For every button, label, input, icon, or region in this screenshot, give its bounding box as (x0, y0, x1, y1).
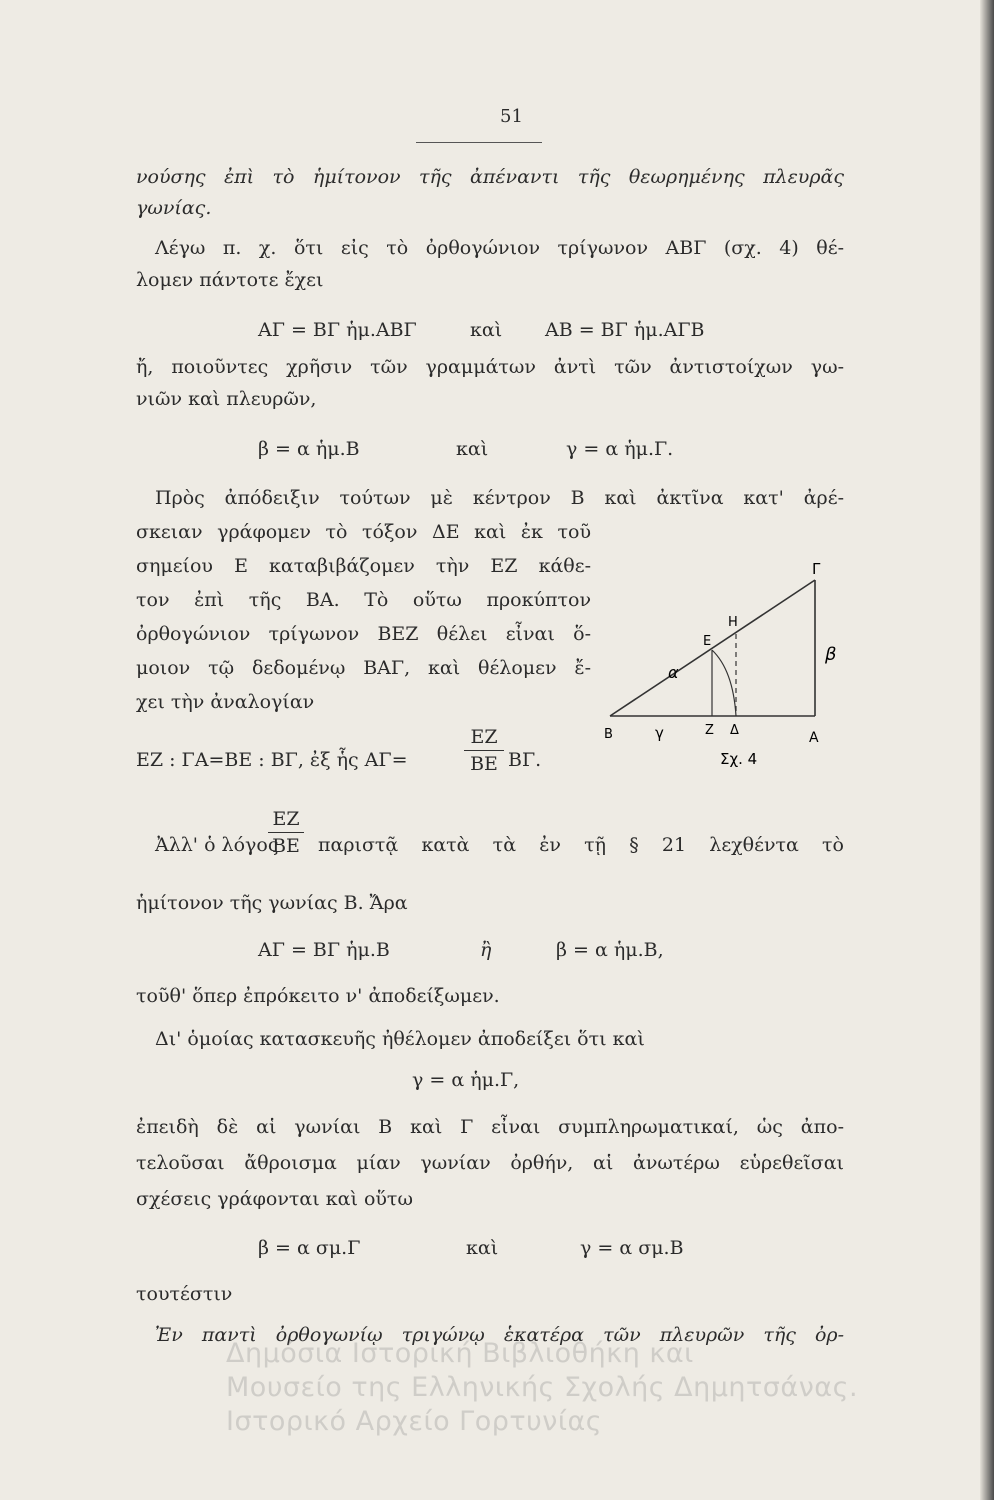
watermark-line-1: Δημόσια Ιστορική Βιβλιοθήκη και (226, 1338, 694, 1369)
text-line-6: νιῶν καὶ πλευρῶν, (136, 388, 317, 410)
equation-2-and: καὶ (456, 438, 489, 460)
equation-6-and: καὶ (466, 1237, 499, 1259)
equation-3-left: ΕΖ : ΓΑ=ΒΕ : ΒΓ, ἐξ ἧς ΑΓ= (136, 749, 408, 771)
equation-2-left: β = α ἡμ.Β (258, 438, 360, 460)
equation-5: γ = α ἡμ.Γ, (412, 1069, 520, 1091)
text-line-18: ἐπειδὴ δὲ αἱ γωνίαι Β καὶ Γ εἶναι συμπληρωματικαί, ὡς ἀπο- (136, 1116, 844, 1138)
figure-4 (580, 550, 850, 790)
label-alpha-vertex: Α (809, 730, 819, 746)
text-line-1: νούσης ἐπὶ τὸ ἡμίτονον τῆς ἀπέναντι τῆς θεωρημένης πλευρᾶς (136, 166, 844, 188)
equation-2-right: γ = α ἡμ.Γ. (566, 438, 674, 460)
equation-4-left: ΑΓ = ΒΓ ἡμ.Β (258, 939, 390, 961)
figure-caption: Σχ. 4 (720, 750, 758, 768)
equation-3-fraction (464, 726, 504, 775)
label-beta-side: β (825, 644, 837, 665)
text-line-16: τοῦθ' ὅπερ ἐπρόκειτο ν' ἀποδείξωμεν. (136, 985, 500, 1007)
text-line-12: μοιον τῷ δεδομένῳ ΒΑΓ, καὶ θέλομεν ἔ- (136, 657, 591, 679)
text-line-8: σκειαν γράφομεν τὸ τόξον ΔΕ καὶ ἐκ τοῦ (136, 521, 591, 543)
label-zeta: Ζ (705, 723, 714, 738)
equation-3-right: ΒΓ. (508, 749, 542, 771)
label-gamma: Γ (812, 560, 821, 578)
page-edge (980, 0, 994, 1500)
text-line-2: γωνίας. (136, 197, 212, 219)
text-line-5: ἤ, ποιοῦντες χρῆσιν τῶν γραμμάτων ἀντὶ τῶν ἀντιστοίχων γω- (136, 356, 844, 378)
label-eta: Η (728, 615, 738, 630)
arc-de (712, 650, 736, 716)
text-line-17: Δι' ὁμοίας κατασκευῆς ἠθέλομεν ἀποδείξει ὅτι καὶ (155, 1028, 645, 1050)
text-line-3: Λέγω π. χ. ὅτι εἰς τὸ ὀρθογώνιον τρίγωνον ΑΒΓ (σχ. 4) θέ- (155, 237, 844, 259)
equation-4-or: ἢ (480, 939, 492, 961)
equation-1-right: ΑΒ = ΒΓ ἡμ.ΑΓΒ (545, 319, 705, 341)
label-gamma-side: γ (655, 724, 664, 742)
text-line-22: Ἐν παντὶ ὀρθογωνίῳ τριγώνῳ ἑκατέρα τῶν πλευρῶν τῆς ὀρ- (155, 1324, 844, 1346)
equation-6-left: β = α σμ.Γ (258, 1237, 361, 1259)
equation-1-left: ΑΓ = ΒΓ ἡμ.ΑΒΓ (258, 319, 417, 341)
label-delta: Δ (730, 723, 739, 738)
watermark-line-3: Ιστορικό Αρχείο Γορτυνίας (226, 1406, 603, 1437)
equation-6-right: γ = α σμ.Β (580, 1237, 684, 1259)
text-line-20: σχέσεις γράφονται καὶ οὕτω (136, 1188, 413, 1210)
ratio-numerator: ΕΖ (272, 808, 300, 830)
text-line-15: ἡμίτονον τῆς γωνίας Β. Ἄρα (136, 892, 408, 914)
fraction-denominator: ΒΕ (470, 753, 498, 775)
header-rule (416, 142, 542, 143)
text-line-19: τελοῦσαι ἄθροισμα μίαν γωνίαν ὀρθήν, αἱ ἀνωτέρω εὑρεθεῖσαι (136, 1152, 844, 1174)
text-line-21: τουτέστιν (136, 1283, 233, 1305)
ratio-denominator: ΒΕ (272, 835, 300, 857)
fraction-bar (464, 750, 504, 751)
text-line-9: σημείου Ε καταβιβάζομεν τὴν ΕΖ κάθε- (136, 555, 591, 577)
text-line-10: τον ἐπὶ τῆς ΒΑ. Τὸ οὕτω προκύπτον (136, 589, 591, 611)
watermark-line-2: Μουσείο της Ελληνικής Σχολής Δημητσάνας. (226, 1372, 859, 1403)
ratio-fraction (268, 808, 304, 857)
fraction-numerator: ΕΖ (470, 726, 498, 748)
text-line-14-start: Ἀλλ' ὁ λόγος (155, 834, 279, 856)
equation-4-right: β = α ἡμ.Β, (556, 939, 664, 961)
label-alpha: α (668, 663, 679, 682)
page-number: 51 (500, 106, 523, 127)
text-line-13: χει τὴν ἀναλογίαν (136, 691, 315, 713)
text-line-4: λομεν πάντοτε ἔχει (136, 269, 324, 291)
text-line-14-end: παριστᾷ κατὰ τὰ ἐν τῇ § 21 λεχθέντα τὸ (318, 834, 844, 856)
label-epsilon: Ε (703, 634, 712, 649)
equation-1-and: καὶ (470, 319, 503, 341)
ratio-bar (268, 832, 304, 833)
label-beta-vertex: Β (604, 727, 613, 742)
text-line-11: ὀρθογώνιον τρίγωνον ΒΕΖ θέλει εἶναι ὅ- (136, 623, 591, 645)
text-line-7: Πρὸς ἀπόδειξιν τούτων μὲ κέντρον Β καὶ ἀκτῖνα κατ' ἀρέ- (155, 487, 844, 509)
